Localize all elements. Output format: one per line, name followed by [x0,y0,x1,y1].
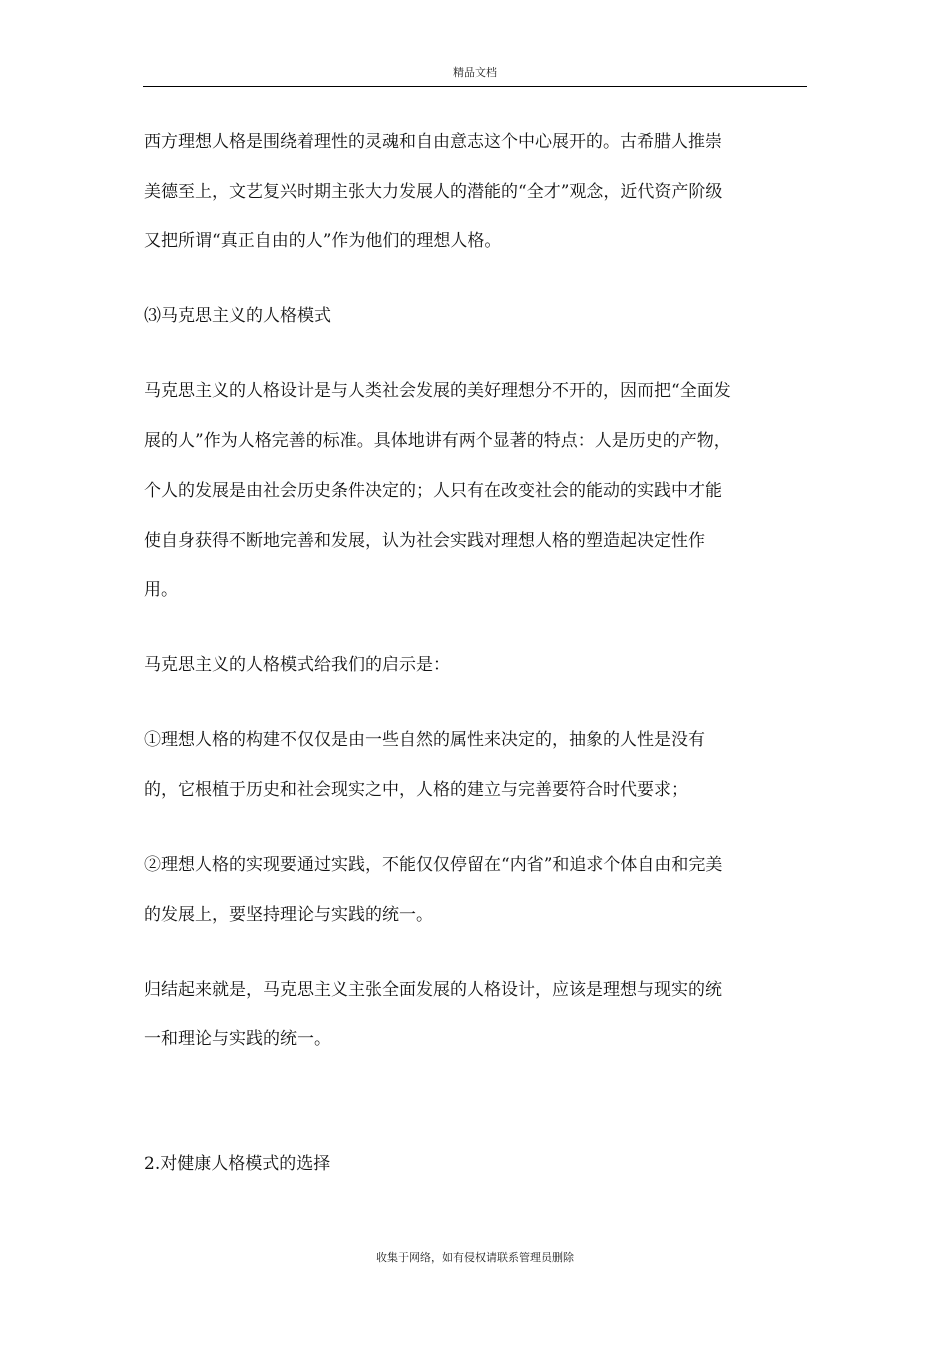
section-heading: ⑶马克思主义的人格模式 [144,306,331,326]
page-footer: 收集于网络，如有侵权请联系管理员删除 [376,1251,574,1264]
paragraph-line: 马克思主义的人格模式给我们的启示是： [144,655,450,675]
list-item-line: ②理想人格的实现要通过实践，不能仅仅停留在“内省”和追求个体自由和完美 [144,855,723,875]
paragraph-line: 使自身获得不断地完善和发展，认为社会实践对理想人格的塑造起决定性作 [144,531,705,551]
section-heading: 2.对健康人格模式的选择 [144,1154,331,1174]
page-header: 精品文档 [453,66,497,79]
paragraph-line: 个人的发展是由社会历史条件决定的；人只有在改变社会的能动的实践中才能 [144,481,722,501]
header-divider [143,86,807,87]
paragraph-line: 展的人”作为人格完善的标准。具体地讲有两个显著的特点：人是历史的产物， [144,431,731,451]
paragraph-line: 西方理想人格是围绕着理性的灵魂和自由意志这个中心展开的。古希腊人推崇 [144,132,722,152]
paragraph-line: 美德至上，文艺复兴时期主张大力发展人的潜能的“全才”观念，近代资产阶级 [144,182,723,202]
list-item-line: 的，它根植于历史和社会现实之中，人格的建立与完善要符合时代要求； [144,780,688,800]
paragraph-line: 一和理论与实践的统一。 [144,1029,331,1049]
list-item-line: ①理想人格的构建不仅仅是由一些自然的属性来决定的，抽象的人性是没有 [144,730,705,750]
paragraph-line: 归结起来就是，马克思主义主张全面发展的人格设计，应该是理想与现实的统 [144,980,722,1000]
paragraph-line: 又把所谓“真正自由的人”作为他们的理想人格。 [144,231,502,251]
paragraph-line: 马克思主义的人格设计是与人类社会发展的美好理想分不开的，因而把“全面发 [144,381,731,401]
list-item-line: 的发展上，要坚持理论与实践的统一。 [144,905,433,925]
paragraph-line: 用。 [144,580,178,600]
